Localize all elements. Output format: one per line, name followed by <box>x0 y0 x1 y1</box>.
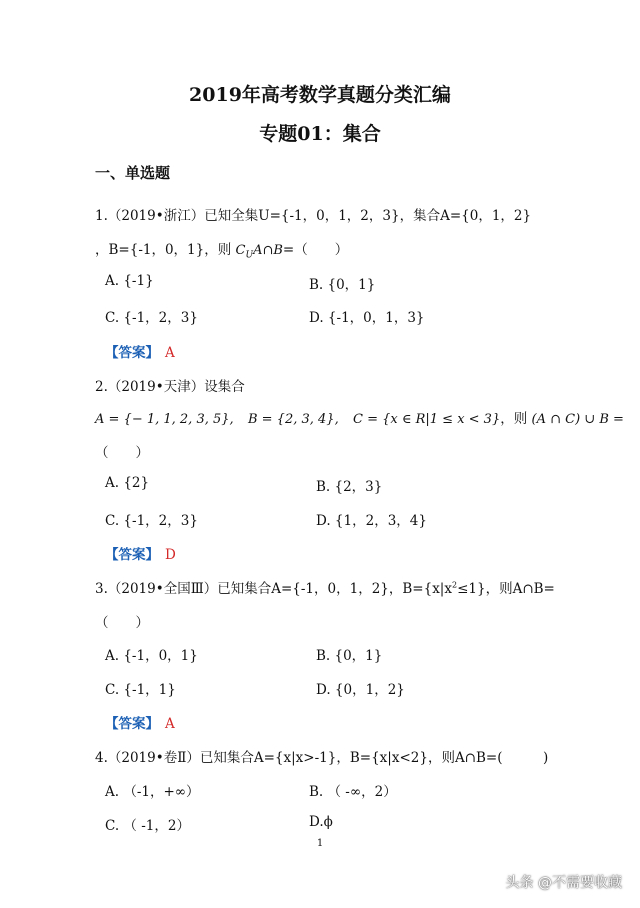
q2-formula-b: B = {2, 3, 4}, <box>247 412 339 427</box>
q3-stem-sup: 2 <box>451 580 458 590</box>
q1-answer-label: 【答案】 <box>105 345 159 361</box>
q3-option-c: C. {-1，1} <box>105 682 176 698</box>
q3-answer-label: 【答案】 <box>105 716 159 732</box>
q1-option-d: D. {-1，0，1，3} <box>309 310 425 326</box>
q2-answer-value: D <box>165 547 176 563</box>
q3-stem-line1-b: ≤1}，则A∩B= <box>457 581 555 597</box>
q3-stem-line1 <box>95 577 555 597</box>
q3-stem-line1-a: 3.（2019•全国Ⅲ）已知集合A={-1，0，1，2}，B={x|x <box>95 581 452 597</box>
document-subtitle: 专题01：集合 <box>259 123 381 145</box>
q3-answer <box>105 712 175 732</box>
q2-answer-label: 【答案】 <box>105 547 159 563</box>
q1-formula-c: C <box>235 243 246 258</box>
q3-option-d: D. {0，1，2} <box>316 682 405 698</box>
q1-formula-rest: A∩B <box>253 243 283 258</box>
q3-stem-paren: （ ） <box>95 615 149 631</box>
q4-option-c: C. （ -1，2） <box>105 818 190 834</box>
q1-option-a: A. {-1} <box>105 273 154 289</box>
q3-option-a: A. {-1，0，1} <box>105 648 198 664</box>
q2-option-a: A. {2} <box>105 475 150 491</box>
q2-formula-then: ，则 <box>500 411 528 427</box>
q1-stem-line2 <box>95 238 348 261</box>
q1-option-c: C. {-1，2，3} <box>105 310 198 326</box>
q1-stem-line2-a: ，B={-1，0，1}，则 <box>95 242 236 258</box>
q2-formula-a: A = {− 1, 1, 2, 3, 5}, <box>95 412 234 427</box>
q4-option-d: D.ϕ <box>309 814 333 830</box>
q1-answer <box>105 341 175 361</box>
q2-formula-c: C = {x ∈ R|1 ≤ x < 3} <box>353 412 501 427</box>
q4-stem-line1: 4.（2019•卷Ⅱ）已知集合A={x|x>-1}，B={x|x<2}，则A∩B=( ) <box>95 750 549 766</box>
watermark: 头条 @不需要收藏 <box>505 875 622 891</box>
q4-option-b: B. （ -∞，2） <box>309 784 397 800</box>
q2-stem-line1: 2.（2019•天津）设集合 <box>95 379 245 395</box>
q1-complement-formula <box>235 243 283 261</box>
q4-option-a: A. （-1，+∞） <box>105 784 200 800</box>
q2-option-b: B. {2，3} <box>316 479 383 495</box>
q1-stem-line2-b: =（ ） <box>282 242 349 258</box>
section-heading: 一、单选题 <box>95 164 171 182</box>
document-title: 2019年高考数学真题分类汇编 <box>189 84 451 106</box>
page-number: 1 <box>316 838 324 849</box>
q2-stem-formula-line <box>95 407 624 427</box>
q1-stem-line1: 1.（2019•浙江）已知全集U={-1，0，1，2，3}，集合A={0，1，2} <box>95 208 532 224</box>
q2-formula-expr: (A ∩ C) ∪ B = <box>531 412 624 427</box>
q2-answer <box>105 543 176 563</box>
q2-option-d: D. {1，2，3，4} <box>316 513 427 529</box>
q1-option-b: B. {0，1} <box>309 277 376 293</box>
q3-answer-value: A <box>165 716 175 732</box>
q2-stem-paren: （ ） <box>95 445 149 461</box>
q1-answer-value: A <box>165 345 175 361</box>
q2-option-c: C. {-1，2，3} <box>105 513 198 529</box>
q1-formula-sub: U <box>245 250 254 261</box>
q3-option-b: B. {0，1} <box>316 648 383 664</box>
